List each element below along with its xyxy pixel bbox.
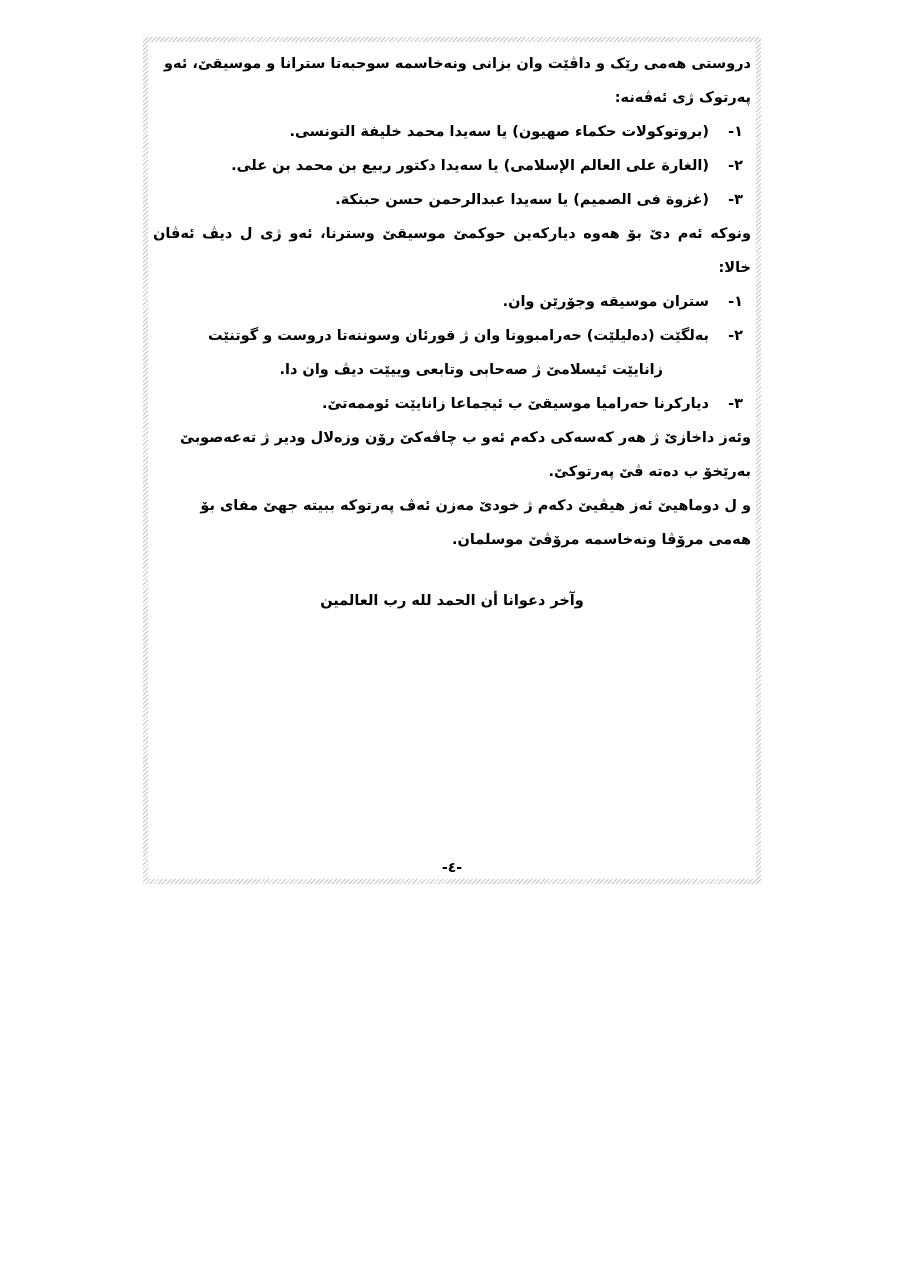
book-title: (بروتوكولات حكماء صهيون) يا سەيدا محمد خليفة التونسى. xyxy=(289,124,709,140)
point-item-3 xyxy=(153,387,751,421)
page-border xyxy=(143,37,761,884)
paragraph-1-line-1: وئەز داخازێ ژ هەر کەسەکی دکەم ئەو ب چاڤەکێ رۆن وزەلال ودیر ژ تەعەصوبێ xyxy=(180,430,751,446)
book-item-1 xyxy=(153,115,751,149)
paragraph-1-line-2: بەرێخۆ ب دەتە ڤێ پەرتوکێ. xyxy=(548,464,751,480)
point-text: ستران موسیقە وجۆرێن وان. xyxy=(502,294,709,310)
list-number: ١- xyxy=(728,294,743,310)
point-item-1 xyxy=(153,285,751,319)
paragraph-2-line-2: هەمی مرۆڤا ونەخاسمە مرۆڤێ موسلمان. xyxy=(451,532,751,548)
list-number: ٢- xyxy=(728,158,743,174)
list-number: ١- xyxy=(728,124,743,140)
book-item-3 xyxy=(153,183,751,217)
paragraph-2-line-1: و ل دوماهیێ ئەز هیڤیێ دکەم ژ خودێ مەزن ئەڤ پەرتوکە ببیتە جهێ مفای بۆ xyxy=(200,498,751,514)
closing-line: وآخر دعوانا أن الحمد لله رب العالمين xyxy=(320,593,584,609)
point-item-2 xyxy=(153,319,751,353)
point-text: بەلگێت (دەلیلێت) حەرامبوونا وان ژ قورئان وسوننەتا دروست و گوتنێت xyxy=(208,328,709,344)
document-page xyxy=(148,42,756,879)
book-title: (غزوة فى الصميم) يا سەيدا عبدالرحمن حسن حبنكة. xyxy=(335,192,709,208)
intro-line-1: دروستی هەمی رێک و داڤێت وان بزانی ونەخاسمە سوحبەتا سترانا و موسیقێ، ئەو xyxy=(164,56,751,72)
list-number: ٣- xyxy=(728,192,743,208)
list-number: ٢- xyxy=(728,328,743,344)
point-item-2-continuation: زانایێت ئیسلامێ ژ صەحابی وتابعی وییێت دیڤ وان دا. xyxy=(279,362,663,378)
section-heading: ونوکە ئەم دێ بۆ هەوە دیارکەین حوکمێ موسیقێ وسترنا، ئەو ژی ل دیڤ ئەڤان خالا: xyxy=(153,226,751,276)
point-text: دیارکرنا حەرامیا موسیقێ ب ئیجماعا زانایێت ئوممەتێ. xyxy=(321,396,709,412)
list-number: ٣- xyxy=(728,396,743,412)
book-title: (الغارة على العالم الإسلامى) يا سەيدا دكتور ربيع بن محمد بن على. xyxy=(231,158,709,174)
page-number: -٤- xyxy=(441,860,463,876)
intro-line-2: پەرتوک ژی ئەڤەنە: xyxy=(614,90,751,106)
book-item-2 xyxy=(153,149,751,183)
body-text xyxy=(148,42,756,557)
